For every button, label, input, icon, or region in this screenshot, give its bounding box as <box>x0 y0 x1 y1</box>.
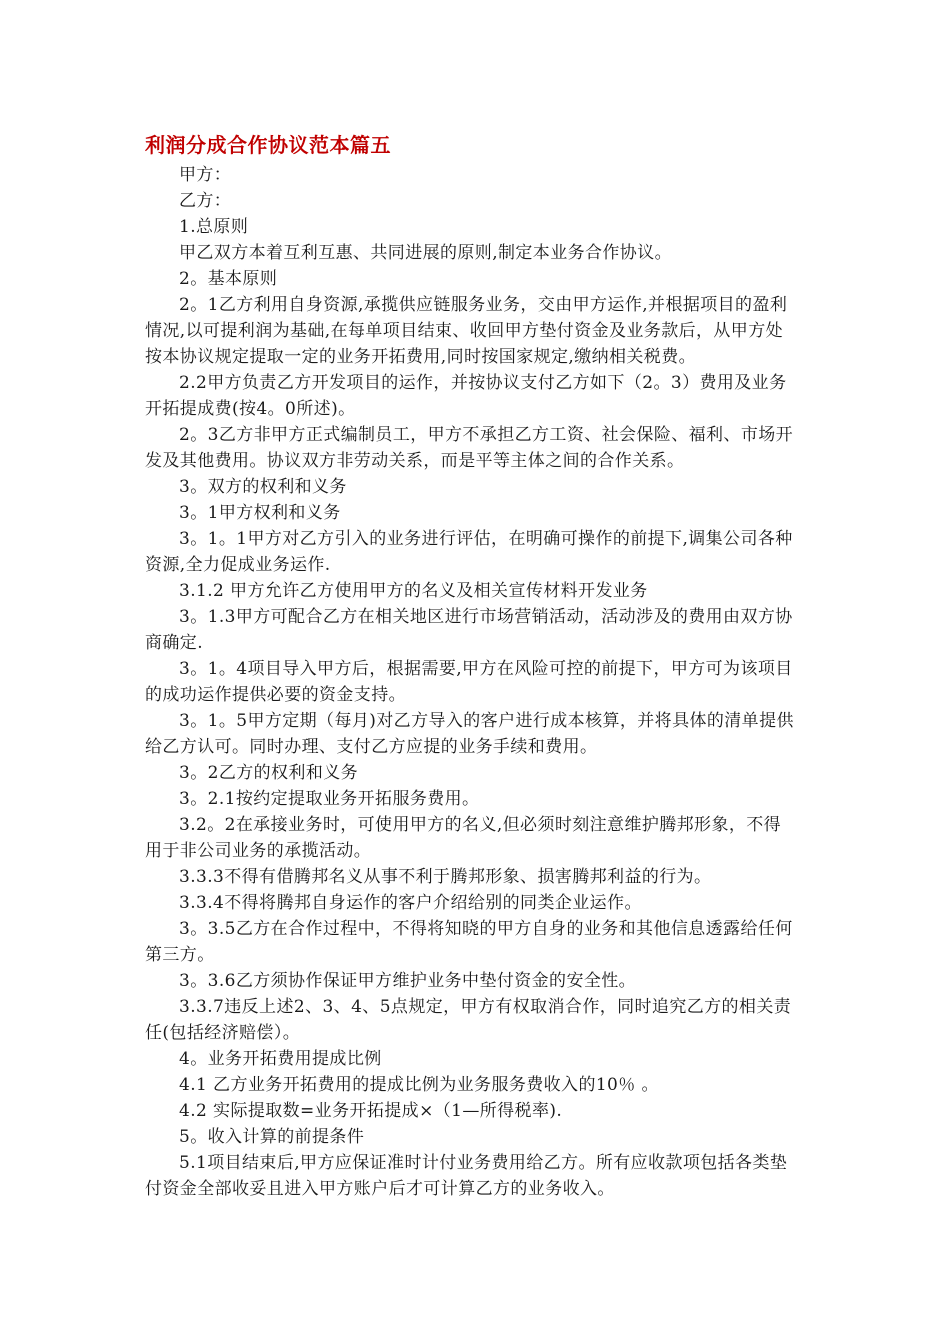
heading-3-2: 3。2乙方的权利和义务 <box>179 763 359 783</box>
paragraph-3-3-4: 3.3.4不得将腾邦自身运作的客户介绍给别的同类企业运作。 <box>179 893 642 913</box>
document-page <box>145 128 797 1202</box>
paragraph-3-3-3: 3.3.3不得有借腾邦名义从事不利于腾邦形象、损害腾邦利益的行为。 <box>179 867 712 887</box>
paragraph-4-1: 4.1 乙方业务开拓费用的提成比例为业务服务费收入的10％ 。 <box>179 1075 659 1095</box>
paragraph-4-2: 4.2 实际提取数=业务开拓提成×（1—所得税率). <box>179 1101 563 1121</box>
heading-commission-ratio: 4。业务开拓费用提成比例 <box>179 1049 382 1069</box>
paragraph-3-2-2: 3.2。2在承接业务时，可使用甲方的名义,但必须时刻注意维护腾邦形象，不得用于非公司业务的承揽活动。 <box>145 815 782 861</box>
paragraph-3-1-1: 3。1。1甲方对乙方引入的业务进行评估，在明确可操作的前提下,调集公司各种资源,全力促成业务运作. <box>145 529 793 575</box>
paragraph-3-2-1: 3。2.1按约定提取业务开拓服务费用。 <box>179 789 480 809</box>
paragraph-2-1: 2。1乙方利用自身资源,承揽供应链服务业务，交由甲方运作,并根据项目的盈利情况,以可提利润为基础,在每单项目结束、收回甲方垫付资金及业务款后，从甲方处按本协议规定提取一定的业务开拓费用,同时按国家规定,缴纳相关税费。 <box>145 295 788 367</box>
paragraph-3-3-7: 3.3.7违反上述2、3、4、5点规定，甲方有权取消合作，同时追究乙方的相关责任(包括经济赔偿）。 <box>145 997 792 1043</box>
paragraph-5-1: 5.1项目结束后,甲方应保证准时计付业务费用给乙方。所有应收款项包括各类垫付资金全部收妥且进入甲方账户后才可计算乙方的业务收入。 <box>145 1153 788 1199</box>
heading-income-conditions: 5。收入计算的前提条件 <box>179 1127 365 1147</box>
paragraph-3-3-5: 3。3.5乙方在合作过程中，不得将知晓的甲方自身的业务和其他信息透露给任何第三方。 <box>145 919 793 965</box>
document-title: 利润分成合作协议范本篇五 <box>145 133 391 157</box>
heading-general-principle: 1.总原则 <box>179 217 249 237</box>
paragraph-3-1-3: 3。1.3甲方可配合乙方在相关地区进行市场营销活动，活动涉及的费用由双方协商确定. <box>145 607 793 653</box>
paragraph-party-a: 甲方： <box>179 165 232 185</box>
paragraph-party-b: 乙方： <box>179 191 232 211</box>
paragraph-2-2: 2.2甲方负责乙方开发项目的运作，并按协议支付乙方如下（2。3）费用及业务开拓提成费(按4。0所述)。 <box>145 373 787 419</box>
paragraph-general-principle: 甲乙双方本着互利互惠、共同进展的原则,制定本业务合作协议。 <box>179 243 673 263</box>
paragraph-3-1-2: 3.1.2 甲方允许乙方使用甲方的名义及相关宣传材料开发业务 <box>179 581 648 601</box>
paragraph-3-3-6: 3。3.6乙方须协作保证甲方维护业务中垫付资金的安全性。 <box>179 971 637 991</box>
paragraph-3-1-5: 3。1。5甲方定期（每月)对乙方导入的客户进行成本核算，并将具体的清单提供给乙方认可。同时办理、支付乙方应提的业务手续和费用。 <box>145 711 794 757</box>
paragraph-3-1-4: 3。1。4项目导入甲方后，根据需要,甲方在风险可控的前提下，甲方可为该项目的成功运作提供必要的资金支持。 <box>145 659 793 705</box>
heading-3-1: 3。1甲方权利和义务 <box>179 503 341 523</box>
heading-rights-obligations: 3。双方的权利和义务 <box>179 477 347 497</box>
paragraph-2-3: 2。3乙方非甲方正式编制员工，甲方不承担乙方工资、社会保险、福利、市场开发及其他费用。协议双方非劳动关系，而是平等主体之间的合作关系。 <box>145 425 794 471</box>
heading-basic-principle: 2。基本原则 <box>179 269 278 289</box>
